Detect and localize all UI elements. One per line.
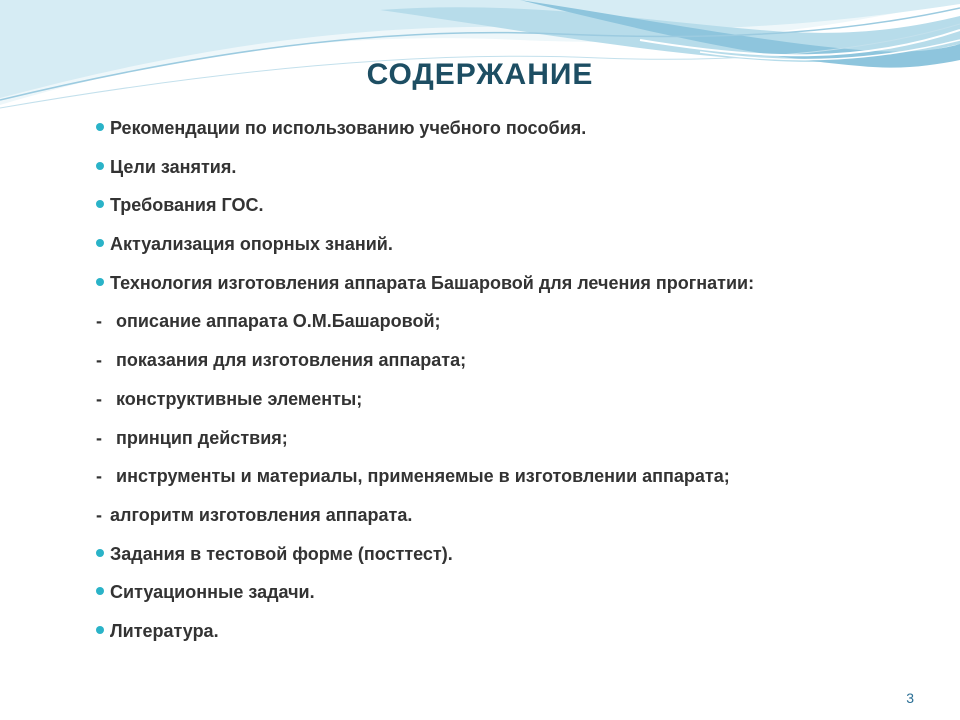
list-item-text: показания для изготовления аппарата; [116, 350, 467, 371]
contents-list [96, 114, 936, 656]
dash-marker: - [96, 466, 102, 487]
list-item [96, 269, 936, 308]
list-item-text: конструктивные элементы; [116, 388, 363, 409]
sub-list-item [96, 385, 936, 424]
list-item [96, 114, 936, 153]
list-item-text: Ситуационные задачи. [110, 582, 315, 603]
bullet-dot-icon [96, 239, 104, 247]
bullet-dot-icon [96, 587, 104, 595]
list-item-text: Требования ГОС. [110, 195, 264, 216]
list-item [96, 153, 936, 192]
bullet-dot-icon [96, 549, 104, 557]
dash-marker: - [96, 311, 102, 332]
sub-list-item [96, 346, 936, 385]
dash-marker: - [96, 504, 102, 525]
page-number: 3 [906, 690, 914, 706]
list-item-text: описание аппарата О.М.Башаровой; [116, 311, 441, 332]
list-item-text: Технология изготовления аппарата Башаровой для лечения прогнатии: [110, 272, 755, 293]
list-item [96, 617, 936, 656]
list-item-text: Цели занятия. [110, 156, 237, 177]
bullet-dot-icon [96, 123, 104, 131]
sub-list-item [96, 307, 936, 346]
list-item [96, 540, 936, 579]
list-item-text: Литература. [110, 620, 219, 641]
sub-list-item [96, 501, 936, 540]
list-item-text: принцип действия; [116, 427, 288, 448]
list-item [96, 230, 936, 269]
list-item-text: Рекомендации по использованию учебного пособия. [110, 118, 587, 138]
sub-list-item [96, 462, 936, 501]
dash-marker: - [96, 427, 102, 448]
dash-marker: - [96, 350, 102, 371]
sub-list-item [96, 424, 936, 463]
list-item-text: Задания в тестовой форме (посттест). [110, 543, 453, 564]
slide-title: СОДЕРЖАНИЕ [366, 58, 594, 91]
list-item [96, 578, 936, 617]
list-item [96, 191, 936, 230]
list-item-text: инструменты и материалы, применяемые в изготовлении аппарата; [116, 466, 730, 487]
bullet-dot-icon [96, 200, 104, 208]
bullet-dot-icon [96, 626, 104, 634]
bullet-dot-icon [96, 278, 104, 286]
list-item-text: Актуализация опорных знаний. [110, 234, 393, 255]
dash-marker: - [96, 388, 102, 409]
list-item-text: алгоритм изготовления аппарата. [110, 504, 413, 525]
bullet-dot-icon [96, 162, 104, 170]
